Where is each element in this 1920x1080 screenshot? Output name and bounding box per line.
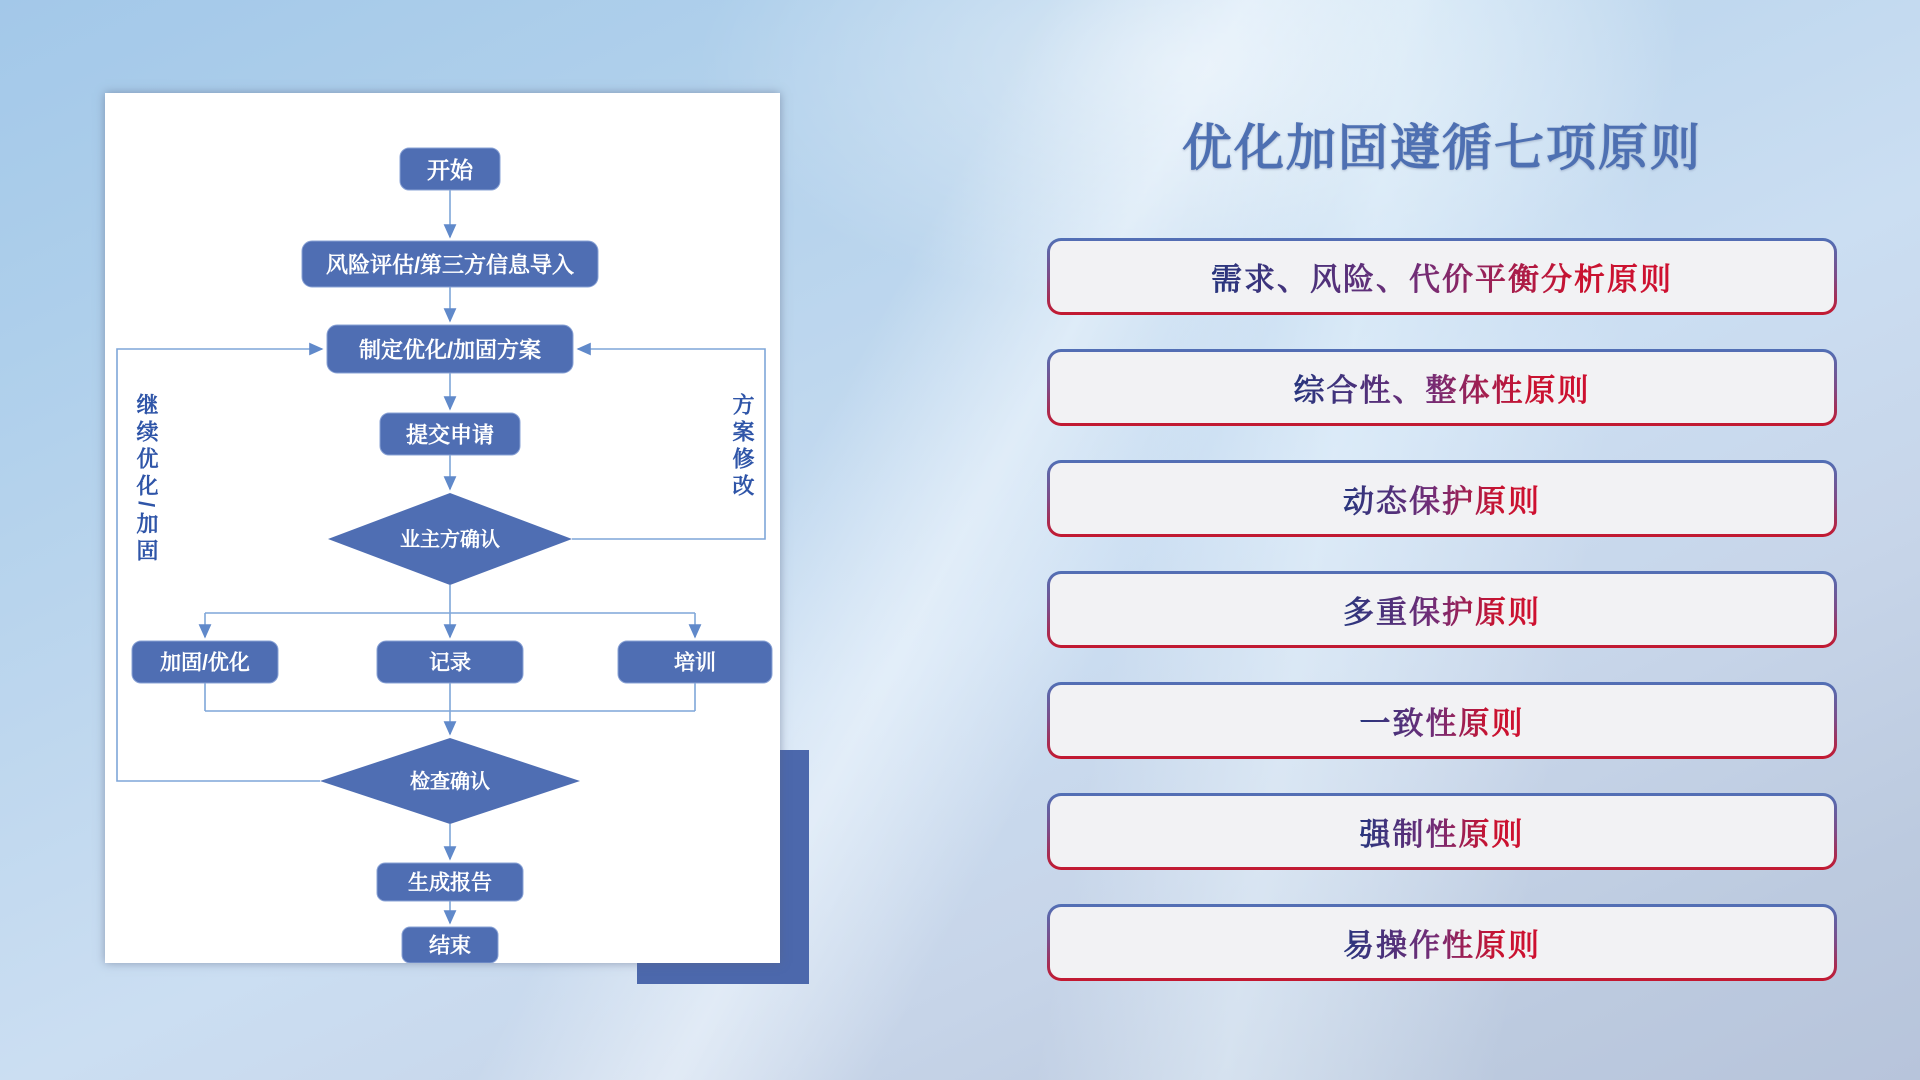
node-check-confirm xyxy=(320,738,580,824)
principle-text-7: 易操作性原则 xyxy=(1343,920,1541,965)
principle-box-5 xyxy=(1047,682,1837,759)
node-record-label: 记录 xyxy=(429,651,471,675)
node-start-label: 开始 xyxy=(427,157,473,183)
loop-label-plan-revision: 方案修改 xyxy=(730,393,755,501)
principle-text-4: 多重保护原则 xyxy=(1343,587,1541,632)
principle-text-6: 强制性原则 xyxy=(1360,809,1525,854)
node-end-label: 结束 xyxy=(429,934,471,958)
loop-label-continue-optimize: 继续优化/加固 xyxy=(134,393,159,567)
flowchart-card xyxy=(105,93,780,963)
node-owner-confirm-label: 业主方确认 xyxy=(400,529,500,551)
node-owner-confirm xyxy=(328,493,572,585)
node-record xyxy=(377,641,523,683)
node-harden-optimize xyxy=(132,641,278,683)
flowchart-diagram xyxy=(105,93,780,963)
node-make-plan-label: 制定优化/加固方案 xyxy=(358,337,542,363)
node-training-label: 培训 xyxy=(674,651,716,675)
principle-box-2 xyxy=(1047,349,1837,426)
principle-box-4 xyxy=(1047,571,1837,648)
principle-text-5: 一致性原则 xyxy=(1360,698,1525,743)
node-make-plan xyxy=(327,325,573,373)
node-check-confirm-label: 检查确认 xyxy=(410,771,490,793)
principle-box-3 xyxy=(1047,460,1837,537)
node-end xyxy=(402,927,498,963)
principle-text-3: 动态保护原则 xyxy=(1343,476,1541,521)
principle-box-7 xyxy=(1047,904,1837,981)
node-report-label: 生成报告 xyxy=(408,871,492,895)
node-risk-import xyxy=(302,241,598,287)
node-risk-import-label: 风险评估/第三方信息导入 xyxy=(325,252,575,278)
node-submit xyxy=(380,413,520,455)
principles-list xyxy=(1047,238,1837,1015)
principle-box-1 xyxy=(1047,238,1837,315)
node-start xyxy=(400,148,500,190)
node-submit-label: 提交申请 xyxy=(405,422,495,448)
node-harden-optimize-label: 加固/优化 xyxy=(160,651,250,675)
principle-text-2: 综合性、整体性原则 xyxy=(1294,365,1591,410)
principle-text-1: 需求、风险、代价平衡分析原则 xyxy=(1211,254,1673,299)
page-title: 优化加固遵循七项原则 xyxy=(1182,120,1702,176)
principle-box-6 xyxy=(1047,793,1837,870)
node-report xyxy=(377,863,523,901)
node-training xyxy=(618,641,772,683)
